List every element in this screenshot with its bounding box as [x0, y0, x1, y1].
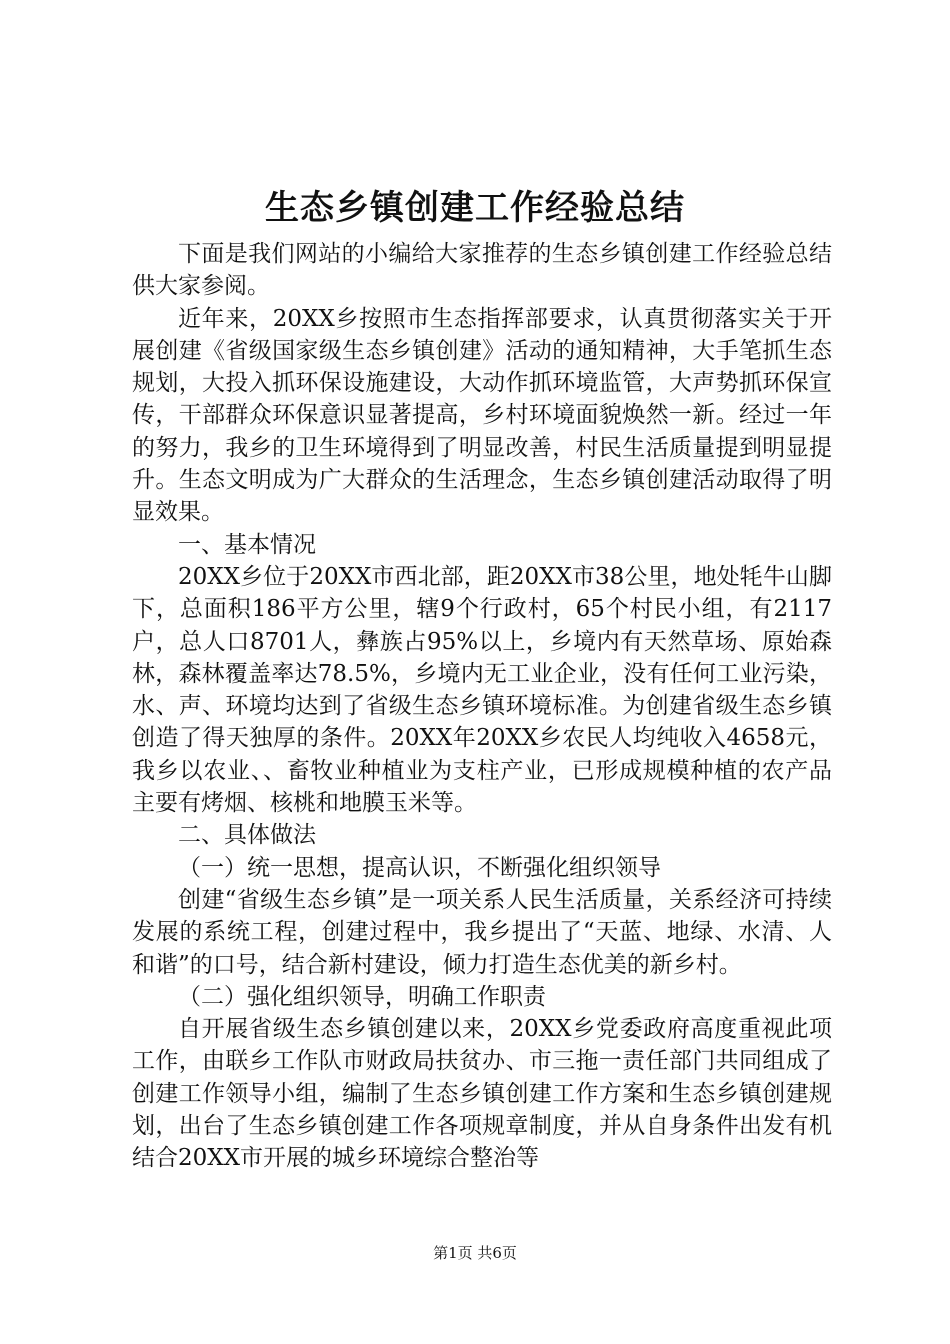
- paragraph-subsection-2: 自开展省级生态乡镇创建以来，20XX乡党委政府高度重视此项工作，由联乡工作队市财政局扶贫办、市三拖一责任部门共同组成了创建工作领导小组，编制了生态乡镇创建工作方案和生态乡镇创建规划，出台了生态乡镇创建工作各项规章制度，并从自身条件出发有机结合20XX市开展的城乡环境综合整治等: [132, 1016, 832, 1172]
- subsection-heading-2: （二）强化组织领导，明确工作职责: [178, 983, 546, 1010]
- section-heading-specific-methods: 二、具体做法: [178, 822, 316, 849]
- document-title: 生态乡镇创建工作经验总结: [265, 188, 685, 228]
- section-heading-basic-situation: 一、基本情况: [178, 531, 316, 558]
- document-body: [132, 238, 832, 1175]
- paragraph-overview: 近年来，20XX乡按照市生态指挥部要求，认真贯彻落实关于开展创建《省级国家级生态乡镇创建》活动的通知精神，大手笔抓生态规划，大投入抓环保设施建设，大动作抓环境监管，大声势抓环保宣传，干部群众环保意识显著提高，乡村环境面貌焕然一新。经过一年的努力，我乡的卫生环境得到了明显改善，村民生活质量提到明显提升。生态文明成为广大群众的生活理念，生态乡镇创建活动取得了明显效果。: [132, 305, 832, 526]
- paragraph-basic-situation: 20XX乡位于20XX市西北部，距20XX市38公里，地处牦牛山脚下，总面积186平方公里，辖9个行政村，65个村民小组，有2117户，总人口8701人，彝族占95%以上，乡境内有天然草场、原始森林，森林覆盖率达78.5%，乡境内无工业企业，没有任何工业污染，水、声、环境均达到了省级生态乡镇环境标准。为创建省级生态乡镇创造了得天独厚的条件。20XX年20XX乡农民人均纯收入4658元，我乡以农业、、畜牧业种植业为支柱产业，已形成规模种植的农产品主要有烤烟、核桃和地膜玉米等。: [132, 563, 832, 817]
- page-number-footer: 第1页 共6页: [433, 1244, 517, 1262]
- paragraph-subsection-1: 创建“省级生态乡镇”是一项关系人民生活质量，关系经济可持续发展的系统工程，创建过程中，我乡提出了“天蓝、地绿、水清、人和谐”的口号，结合新村建设，倾力打造生态优美的新乡村。: [132, 886, 832, 978]
- subsection-heading-1: （一）统一思想，提高认识，不断强化组织领导: [178, 854, 661, 881]
- paragraph-intro: 下面是我们网站的小编给大家推荐的生态乡镇创建工作经验总结供大家参阅。: [132, 241, 832, 300]
